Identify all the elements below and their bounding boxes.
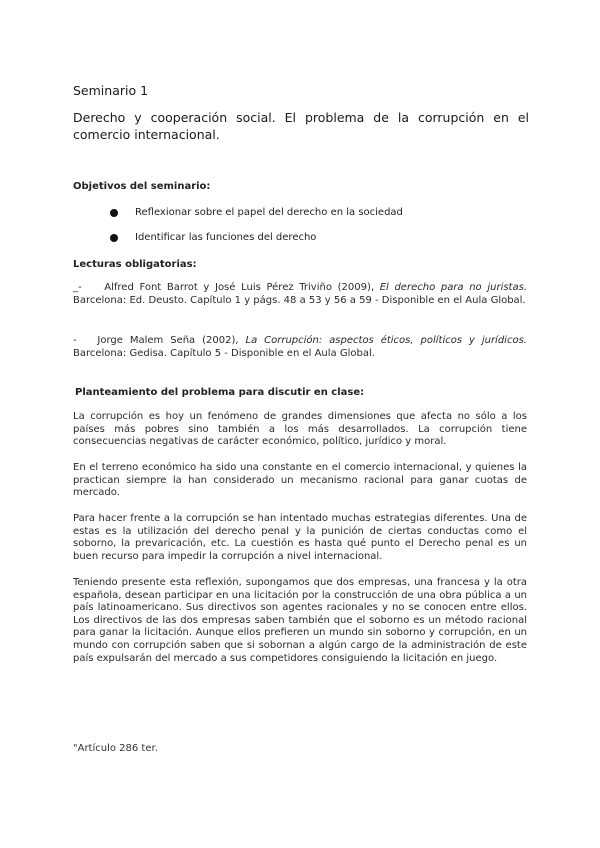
reference-authors: Jorge Malem Seña (2002), [97,335,239,346]
reading-reference-1 [73,282,527,307]
objectives-heading: Objetivos del seminario: [73,181,211,192]
objective-text: Identificar las funciones del derecho [135,232,317,243]
reference-marker: _- [73,282,82,293]
reference-authors: Alfred Font Barrot y José Luis Pérez Triviño (2009), [104,282,375,293]
reference-details: Barcelona: Gedisa. Capítulo 5 - Disponible en el Aula Global. [73,347,375,359]
paragraph: En el terreno económico ha sido una constante en el comercio internacional, y quienes la practican siempre la han considerado un mecanismo racional para ganar cuotas de mercado. [73,462,527,499]
seminar-label: Seminario 1 [73,83,149,98]
problem-heading: Planteamiento del problema para discutir en clase: [75,387,365,398]
list-item [108,231,403,256]
document-title: Derecho y cooperación social. El problema de la corrupción en el comercio internacional. [73,110,529,142]
list-item [108,206,403,231]
paragraph: La corrupción es hoy un fenómeno de grandes dimensiones que afecta no sólo a los países más pobres sino también a los más desarrollados. La corrupción tiene consecuencias negativas de carácter económico, político, jurídico y moral. [73,411,527,448]
bullet-icon [110,209,118,217]
bullet-icon [110,234,118,242]
reference-marker: - [73,335,77,346]
readings-heading: Lecturas obligatorias: [73,259,197,270]
objectives-list [108,206,403,256]
reference-book-title: La Corrupción: aspectos éticos, políticos y jurídicos. [245,335,527,346]
reading-reference-2 [73,335,527,360]
paragraph: Teniendo presente esta reflexión, supongamos que dos empresas, una francesa y la otra española, desean participar en una licitación por la construcción de una obra pública a un país latinoamericano. Sus directivos son agentes racionales y no se conocen entre ellos. Los directivos de las dos empresas saben también que el soborno es un método racional para ganar la licitación. Aunque ellos prefieren un mundo sin soborno y corrupción, en un mundo con corrupción saben que si sobornan a algún cargo de la administración de este país expulsarán del mercado a sus competidores consiguiendo la licitación en juego. [73,577,527,664]
reference-details: Barcelona: Ed. Deusto. Capítulo 1 y págs. 48 a 53 y 56 a 59 - Disponible en el Aula Global. [73,294,526,306]
reference-book-title: El derecho para no juristas. [379,282,527,293]
objective-text: Reflexionar sobre el papel del derecho en la sociedad [135,207,403,218]
footnote: "Artículo 286 ter. [73,743,158,754]
paragraph: Para hacer frente a la corrupción se han intentado muchas estrategias diferentes. Una de estas es la utilización del derecho penal y la punición de ciertas conductas como el soborno, la prevaricación, etc. La cuestión es hasta qué punto el Derecho penal es un buen recurso para impedir la corrupción a nivel internacional. [73,513,527,562]
